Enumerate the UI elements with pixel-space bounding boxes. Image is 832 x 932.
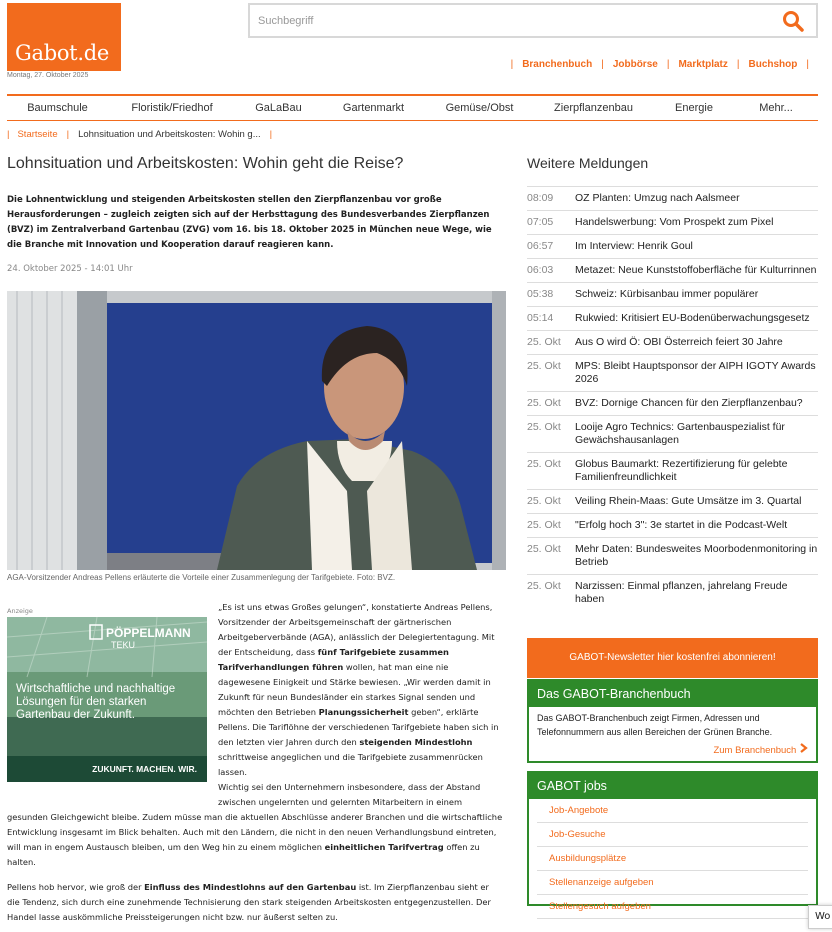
news-item[interactable]: [527, 489, 818, 513]
news-headline[interactable]: Aus O wird Ö: OBI Österreich feiert 30 Jahre: [575, 336, 783, 348]
top-link-jobboerse[interactable]: Jobbörse: [612, 59, 658, 70]
news-item[interactable]: [527, 537, 818, 574]
jobs-link-angebote[interactable]: Job-Angebote: [537, 799, 808, 823]
branchenbuch-link-label[interactable]: Zum Branchenbuch: [713, 745, 797, 756]
search-input[interactable]: [258, 12, 758, 30]
news-item[interactable]: [527, 574, 818, 611]
news-list: [527, 186, 818, 611]
top-links-separator: |: [601, 59, 604, 70]
news-headline[interactable]: "Erfolg hoch 3": 3e startet in die Podcast-Welt: [575, 519, 788, 531]
nav-item-galabau[interactable]: GaLaBau: [255, 102, 302, 114]
speaker-photo-illustration: [7, 291, 506, 570]
news-headline[interactable]: Im Interview: Henrik Goul: [575, 240, 693, 252]
photo-caption: AGA-Vorsitzender Andreas Pellens erläuterte die Vorteile einer Zusammenlegung der Tarifgebiete. Foto: BVZ.: [7, 573, 396, 582]
news-item[interactable]: [527, 513, 818, 537]
jobs-link-stellenanzeige[interactable]: Stellenanzeige aufgeben: [537, 871, 808, 895]
nav-item-gartenmarkt[interactable]: Gartenmarkt: [342, 102, 405, 114]
article-paragraph-1: [218, 600, 503, 780]
top-links-separator: |: [736, 59, 740, 70]
ad-brand-sub: TEKU: [111, 640, 136, 650]
news-headline[interactable]: Rukwied: Kritisiert EU-Bodenüberwachungsgesetz: [575, 312, 810, 324]
news-time: 05:14: [527, 312, 554, 324]
news-time: 25. Okt: [527, 397, 561, 409]
news-headline[interactable]: Handelswerbung: Vom Prospekt zum Pixel: [575, 216, 774, 228]
text-run: „Es ist uns etwas Großes gelungen“, konstatierte Andreas Pellens, Vorsitzender der Arbeitsgemeinschaft der gärtnerischen Arbeitgeberverbände (AGA), anlässlich der Delegiertentagung. Mit der Entscheidung, dass: [218, 602, 495, 657]
article-photo: [7, 291, 506, 570]
news-time: 25. Okt: [527, 421, 561, 433]
top-links-separator: |: [666, 59, 670, 70]
nav-item-zierpflanzenbau[interactable]: Zierpflanzenbau: [554, 102, 633, 114]
news-time: 25. Okt: [527, 336, 561, 348]
news-time: 06:03: [527, 264, 554, 276]
breadcrumb-current: Lohnsituation und Arbeitskosten: Wohin g...: [78, 129, 261, 140]
news-headline[interactable]: BVZ: Dornige Chancen für den Zierpflanzenbau?: [575, 397, 803, 409]
jobs-title: GABOT jobs: [529, 773, 816, 799]
nav-item-energie[interactable]: Energie: [675, 102, 713, 114]
news-item[interactable]: [527, 186, 818, 210]
news-item[interactable]: [527, 330, 818, 354]
branchenbuch-box: [527, 679, 818, 763]
news-headline[interactable]: MPS: Bleibt Hauptsponsor der AIPH IGOTY Awards 2026: [575, 360, 816, 385]
article-title: Lohnsituation und Arbeitskosten: Wohin geht die Reise?: [7, 155, 404, 172]
text-run: offen zu halten.: [7, 842, 480, 867]
ad-footer: ZUKUNFT. MACHEN. WIR.: [7, 756, 207, 782]
chevron-right-icon: [799, 743, 808, 753]
article-date: 24. Oktober 2025 - 14:01 Uhr: [7, 264, 133, 274]
news-item[interactable]: [527, 452, 818, 489]
branchenbuch-text: Das GABOT-Branchenbuch zeigt Firmen, Adressen und Telefonnummern aus allen Bereichen der Grünen Branche.: [537, 713, 773, 737]
news-time: 08:09: [527, 192, 554, 204]
news-item[interactable]: [527, 258, 818, 282]
news-item[interactable]: [527, 354, 818, 391]
top-link-branchenbuch[interactable]: Branchenbuch: [522, 59, 593, 70]
news-headline[interactable]: Globus Baumarkt: Rezertifizierung für gelebte Familienfreundlichkeit: [575, 458, 788, 483]
breadcrumb: [7, 129, 281, 140]
jobs-link-gesuche[interactable]: Job-Gesuche: [537, 823, 808, 847]
text-run: ist. Im Zierpflanzenbau sieht er die Tendenz, sich durch eine zunehmende Technisierung den stark steigenden Arbeitskosten entgegenzustellen. Der Handel lasse auskömmliche Preissteigerungen nicht bzw. nur äußerst selten zu.: [7, 882, 491, 922]
news-time: 05:38: [527, 288, 554, 300]
news-headline[interactable]: Looije Agro Technics: Gartenbauspezialist für Gewächshausanlagen: [575, 421, 785, 446]
news-headline[interactable]: Schweiz: Kürbisanbau immer populärer: [575, 288, 759, 300]
news-item[interactable]: [527, 415, 818, 452]
top-link-marktplatz[interactable]: Marktplatz: [678, 59, 728, 70]
news-item[interactable]: [527, 391, 818, 415]
news-item[interactable]: [527, 282, 818, 306]
top-links-separator: |: [806, 59, 809, 70]
logo-text: Gabot.de: [15, 41, 109, 65]
nav-item-mehr[interactable]: Mehr...: [759, 102, 793, 114]
news-time: 07:05: [527, 216, 554, 228]
news-headline[interactable]: Metazet: Neue Kunststoffoberfläche für Kulturrinnen: [575, 264, 817, 276]
news-time: 06:57: [527, 240, 554, 252]
news-headline[interactable]: Veiling Rhein-Maas: Gute Umsätze im 3. Quartal: [575, 495, 802, 507]
main-nav: [7, 94, 818, 121]
site-logo[interactable]: [7, 3, 121, 71]
text-run: Pellens hob hervor, wie groß der: [7, 882, 145, 892]
news-headline[interactable]: Narzissen: Einmal pflanzen, jahrelang Freude haben: [575, 580, 788, 605]
breadcrumb-separator: |: [7, 129, 10, 140]
top-links-separator: |: [510, 59, 514, 70]
ad-text: Wirtschaftliche und nachhaltige Lösungen für den starken Gartenbau der Zukunft.: [16, 683, 176, 721]
article-paragraph-2a: Wichtig sei den Unternehmern insbesondere, dass der Abstand zwischen ungelernten und gelernten Mitarbeitern in einem: [218, 782, 481, 807]
text-bold: Einfluss des Mindestlohns auf den Gartenbau: [144, 882, 357, 892]
news-headline[interactable]: OZ Planten: Umzug nach Aalsmeer: [575, 192, 740, 204]
advertisement[interactable]: [7, 617, 207, 782]
text-run: gesunden Gleichgewicht bleibe. Zudem müsse man die aktuellen Abschlüsse anderer Branchen und die wirtschaftliche Entwicklung insgesamt im Blick behalten. Auch mit den Ländern, die nicht in den neuen Verhandlungsbund eintreten, will man in engem Austausch bleiben, um den Weg hin zu einem möglichen: [7, 812, 503, 852]
current-date: Montag, 27. Oktober 2025: [7, 72, 89, 79]
top-links: [502, 59, 818, 70]
article-paragraph-3: [7, 880, 503, 925]
news-item[interactable]: [527, 306, 818, 330]
nav-item-floristik[interactable]: Floristik/Friedhof: [131, 102, 213, 114]
news-time: 25. Okt: [527, 360, 561, 372]
text-bold: Planungssicherheit: [318, 707, 409, 717]
text-run: wollen, hat man eine nie dagewesene Einigkeit und Stärke bewiesen. „Wir werden damit in Zukunft für neun Bundesländer ein starkes Signal senden und möchten den Betrieben: [218, 662, 491, 717]
top-link-buchshop[interactable]: Buchshop: [748, 59, 798, 70]
text-run: geben“, erklärte Pellens. Die Tariflöhne der verschiedenen Tarifgebiete haben sich in den letzten vier Jahren durch den: [218, 707, 499, 747]
search-icon[interactable]: [782, 10, 804, 32]
nav-item-baumschule[interactable]: Baumschule: [27, 102, 88, 114]
text-bold: steigenden Mindestlohn: [359, 737, 473, 747]
article-paragraph-2b: [7, 810, 503, 870]
search-box: [248, 3, 818, 38]
news-item[interactable]: [527, 210, 818, 234]
news-headline[interactable]: Mehr Daten: Bundesweites Moorbodenmonitoring in Betrieb: [575, 543, 818, 568]
news-item[interactable]: [527, 234, 818, 258]
jobs-link-stellengesuch[interactable]: Stellengesuch aufgeben: [537, 895, 808, 919]
breadcrumb-separator: |: [269, 129, 273, 140]
breadcrumb-separator: |: [66, 129, 70, 140]
news-time: 25. Okt: [527, 458, 561, 470]
article-lead: Die Lohnentwicklung und steigenden Arbeitskosten stellen den Zierpflanzenbau vor große Herausforderungen – zugleich zeigten sich auf der Herbsttagung des Bundesverbandes Zierpflanzen (BVZ) im Zentralverband Gartenbau (ZVG) vom 16. bis 18. Oktober 2025 in München neue Wege, wie die Branche mit Innovation und Kooperation darauf reagieren kann.: [7, 195, 492, 250]
branchenbuch-title: Das GABOT-Branchenbuch: [529, 681, 816, 707]
ad-label: Anzeige: [7, 607, 33, 615]
news-time: 25. Okt: [527, 580, 561, 592]
news-time: 25. Okt: [527, 543, 561, 555]
text-bold: fünf Tarifgebiete zusammen Tarifverhandlungen führen: [218, 647, 449, 672]
nav-item-gemuese-obst[interactable]: Gemüse/Obst: [445, 102, 514, 114]
news-time: 25. Okt: [527, 495, 561, 507]
ad-brand: PÖPPELMANN: [106, 626, 191, 640]
breadcrumb-home[interactable]: Startseite: [17, 129, 58, 140]
text-run: schrittweise angeglichen und die Tarifgebiete zusammenrücken lassen.: [218, 752, 483, 777]
text-bold: einheitlichen Tarifvertrag: [324, 842, 444, 852]
branchenbuch-link[interactable]: [529, 743, 816, 761]
chat-widget[interactable]: Wo: [808, 905, 832, 929]
jobs-link-ausbildung[interactable]: Ausbildungsplätze: [537, 847, 808, 871]
jobs-box: [527, 771, 818, 912]
sidebar-title: Weitere Meldungen: [527, 155, 649, 171]
newsletter-button[interactable]: GABOT-Newsletter hier kostenfrei abonnieren!: [527, 638, 818, 678]
news-time: 25. Okt: [527, 519, 561, 531]
